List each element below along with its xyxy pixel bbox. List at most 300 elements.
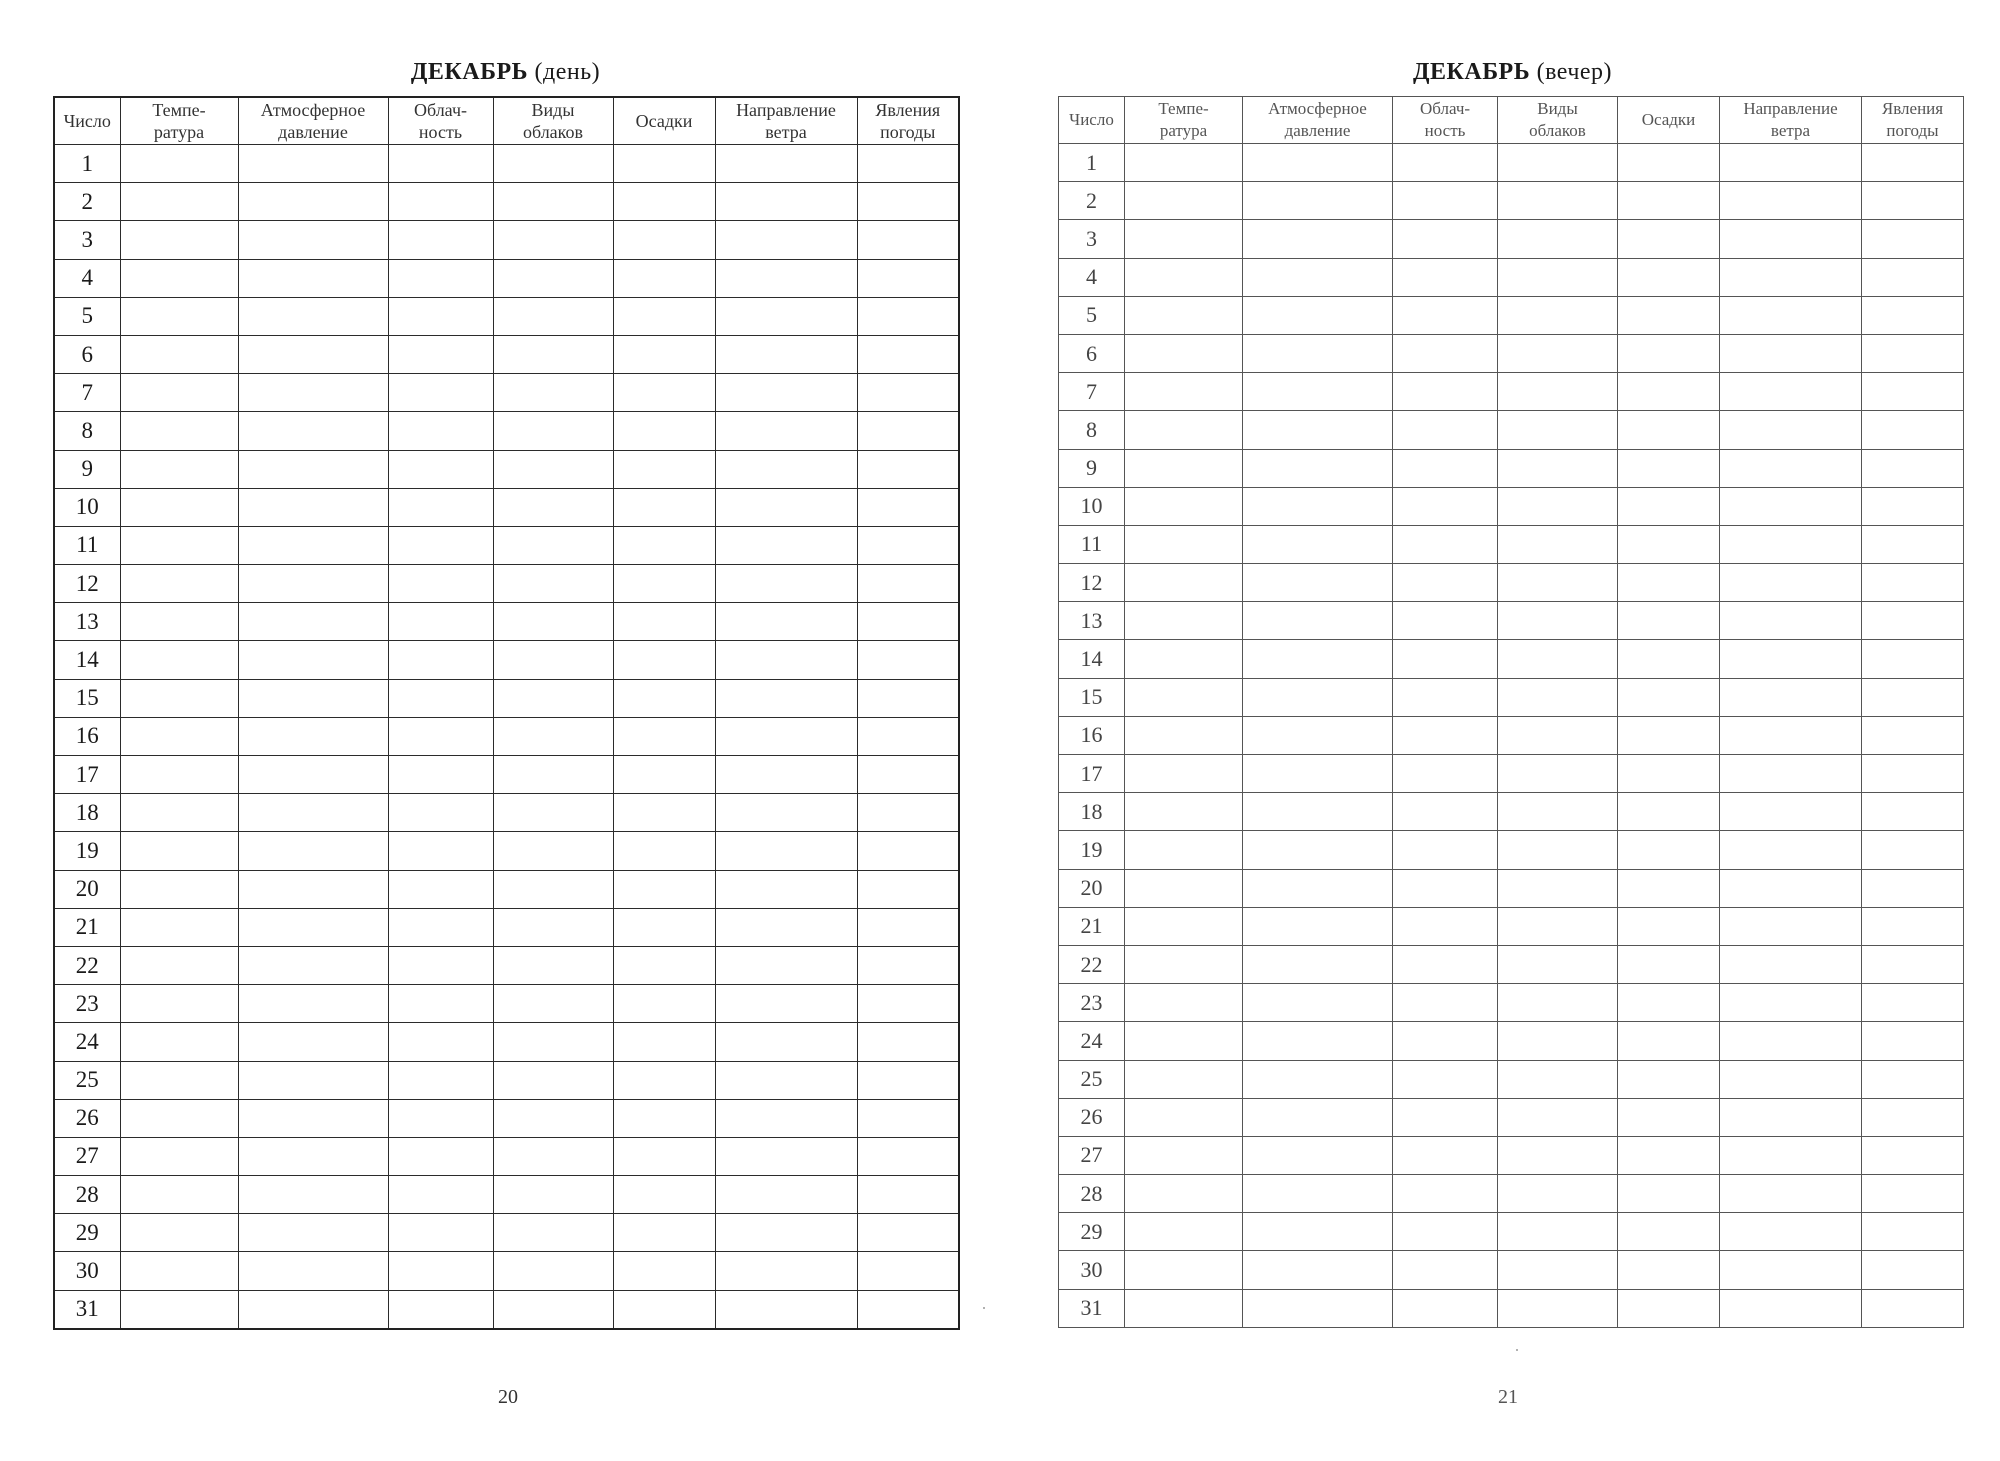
- entry-cell[interactable]: [857, 412, 959, 450]
- entry-cell[interactable]: [120, 374, 238, 412]
- entry-cell[interactable]: [1125, 984, 1243, 1022]
- entry-cell[interactable]: [857, 1176, 959, 1214]
- entry-cell[interactable]: [1720, 411, 1862, 449]
- entry-cell[interactable]: [493, 1290, 613, 1329]
- entry-cell[interactable]: [1618, 602, 1720, 640]
- entry-cell[interactable]: [857, 374, 959, 412]
- entry-cell[interactable]: [1618, 220, 1720, 258]
- entry-cell[interactable]: [1243, 182, 1393, 220]
- entry-cell[interactable]: [388, 183, 493, 221]
- entry-cell[interactable]: [857, 1061, 959, 1099]
- entry-cell[interactable]: [388, 870, 493, 908]
- entry-cell[interactable]: [613, 832, 715, 870]
- entry-cell[interactable]: [238, 1214, 388, 1252]
- entry-cell[interactable]: [1125, 945, 1243, 983]
- entry-cell[interactable]: [120, 450, 238, 488]
- entry-cell[interactable]: [1720, 564, 1862, 602]
- entry-cell[interactable]: [238, 1252, 388, 1290]
- entry-cell[interactable]: [1720, 334, 1862, 372]
- entry-cell[interactable]: [493, 603, 613, 641]
- entry-cell[interactable]: [1498, 525, 1618, 563]
- entry-cell[interactable]: [120, 832, 238, 870]
- entry-cell[interactable]: [1498, 716, 1618, 754]
- entry-cell[interactable]: [238, 908, 388, 946]
- entry-cell[interactable]: [715, 297, 857, 335]
- entry-cell[interactable]: [1243, 144, 1393, 182]
- entry-cell[interactable]: [1498, 1098, 1618, 1136]
- entry-cell[interactable]: [1125, 907, 1243, 945]
- entry-cell[interactable]: [120, 259, 238, 297]
- entry-cell[interactable]: [1498, 869, 1618, 907]
- entry-cell[interactable]: [857, 335, 959, 373]
- entry-cell[interactable]: [1243, 1098, 1393, 1136]
- entry-cell[interactable]: [120, 412, 238, 450]
- entry-cell[interactable]: [1618, 831, 1720, 869]
- entry-cell[interactable]: [120, 870, 238, 908]
- entry-cell[interactable]: [1618, 869, 1720, 907]
- entry-cell[interactable]: [1125, 487, 1243, 525]
- entry-cell[interactable]: [493, 1023, 613, 1061]
- entry-cell[interactable]: [613, 717, 715, 755]
- entry-cell[interactable]: [1393, 258, 1498, 296]
- entry-cell[interactable]: [1618, 411, 1720, 449]
- entry-cell[interactable]: [1862, 869, 1964, 907]
- entry-cell[interactable]: [388, 946, 493, 984]
- entry-cell[interactable]: [1393, 1098, 1498, 1136]
- entry-cell[interactable]: [613, 221, 715, 259]
- entry-cell[interactable]: [1125, 1175, 1243, 1213]
- entry-cell[interactable]: [613, 1061, 715, 1099]
- entry-cell[interactable]: [1720, 1213, 1862, 1251]
- entry-cell[interactable]: [493, 526, 613, 564]
- entry-cell[interactable]: [1720, 716, 1862, 754]
- entry-cell[interactable]: [1393, 220, 1498, 258]
- entry-cell[interactable]: [1720, 1289, 1862, 1327]
- entry-cell[interactable]: [857, 870, 959, 908]
- entry-cell[interactable]: [388, 1137, 493, 1175]
- entry-cell[interactable]: [857, 717, 959, 755]
- entry-cell[interactable]: [1243, 258, 1393, 296]
- entry-cell[interactable]: [613, 603, 715, 641]
- entry-cell[interactable]: [1243, 1022, 1393, 1060]
- entry-cell[interactable]: [1125, 1098, 1243, 1136]
- entry-cell[interactable]: [613, 1023, 715, 1061]
- entry-cell[interactable]: [388, 1290, 493, 1329]
- entry-cell[interactable]: [1243, 945, 1393, 983]
- entry-cell[interactable]: [1720, 449, 1862, 487]
- entry-cell[interactable]: [1618, 678, 1720, 716]
- entry-cell[interactable]: [613, 794, 715, 832]
- entry-cell[interactable]: [857, 1214, 959, 1252]
- entry-cell[interactable]: [1618, 296, 1720, 334]
- entry-cell[interactable]: [1125, 602, 1243, 640]
- entry-cell[interactable]: [1720, 1251, 1862, 1289]
- entry-cell[interactable]: [1720, 1136, 1862, 1174]
- entry-cell[interactable]: [715, 565, 857, 603]
- entry-cell[interactable]: [1393, 907, 1498, 945]
- entry-cell[interactable]: [1125, 831, 1243, 869]
- entry-cell[interactable]: [1243, 564, 1393, 602]
- entry-cell[interactable]: [613, 1099, 715, 1137]
- entry-cell[interactable]: [1243, 869, 1393, 907]
- entry-cell[interactable]: [857, 985, 959, 1023]
- entry-cell[interactable]: [1243, 449, 1393, 487]
- entry-cell[interactable]: [857, 679, 959, 717]
- entry-cell[interactable]: [1125, 640, 1243, 678]
- entry-cell[interactable]: [1618, 1213, 1720, 1251]
- entry-cell[interactable]: [857, 297, 959, 335]
- entry-cell[interactable]: [120, 1137, 238, 1175]
- entry-cell[interactable]: [1862, 640, 1964, 678]
- entry-cell[interactable]: [613, 985, 715, 1023]
- entry-cell[interactable]: [1862, 678, 1964, 716]
- entry-cell[interactable]: [715, 374, 857, 412]
- entry-cell[interactable]: [1720, 1175, 1862, 1213]
- entry-cell[interactable]: [1393, 449, 1498, 487]
- entry-cell[interactable]: [1618, 907, 1720, 945]
- entry-cell[interactable]: [120, 717, 238, 755]
- entry-cell[interactable]: [1125, 449, 1243, 487]
- entry-cell[interactable]: [1393, 1060, 1498, 1098]
- entry-cell[interactable]: [715, 221, 857, 259]
- entry-cell[interactable]: [1720, 1060, 1862, 1098]
- entry-cell[interactable]: [493, 145, 613, 183]
- entry-cell[interactable]: [613, 908, 715, 946]
- entry-cell[interactable]: [120, 603, 238, 641]
- entry-cell[interactable]: [120, 794, 238, 832]
- entry-cell[interactable]: [1862, 1022, 1964, 1060]
- entry-cell[interactable]: [613, 1214, 715, 1252]
- entry-cell[interactable]: [1720, 525, 1862, 563]
- entry-cell[interactable]: [1243, 1289, 1393, 1327]
- entry-cell[interactable]: [1243, 1213, 1393, 1251]
- entry-cell[interactable]: [715, 488, 857, 526]
- entry-cell[interactable]: [1862, 1251, 1964, 1289]
- entry-cell[interactable]: [1243, 1175, 1393, 1213]
- entry-cell[interactable]: [238, 756, 388, 794]
- entry-cell[interactable]: [1243, 1060, 1393, 1098]
- entry-cell[interactable]: [715, 1137, 857, 1175]
- entry-cell[interactable]: [613, 374, 715, 412]
- entry-cell[interactable]: [715, 1176, 857, 1214]
- entry-cell[interactable]: [1862, 182, 1964, 220]
- entry-cell[interactable]: [857, 565, 959, 603]
- entry-cell[interactable]: [1862, 258, 1964, 296]
- entry-cell[interactable]: [1393, 182, 1498, 220]
- entry-cell[interactable]: [1862, 1213, 1964, 1251]
- entry-cell[interactable]: [1498, 1060, 1618, 1098]
- entry-cell[interactable]: [1498, 564, 1618, 602]
- entry-cell[interactable]: [715, 946, 857, 984]
- entry-cell[interactable]: [613, 1137, 715, 1175]
- entry-cell[interactable]: [1393, 716, 1498, 754]
- entry-cell[interactable]: [120, 1023, 238, 1061]
- entry-cell[interactable]: [238, 603, 388, 641]
- entry-cell[interactable]: [1618, 716, 1720, 754]
- entry-cell[interactable]: [1498, 258, 1618, 296]
- entry-cell[interactable]: [238, 259, 388, 297]
- entry-cell[interactable]: [388, 985, 493, 1023]
- entry-cell[interactable]: [238, 717, 388, 755]
- entry-cell[interactable]: [1243, 755, 1393, 793]
- entry-cell[interactable]: [1125, 716, 1243, 754]
- entry-cell[interactable]: [493, 183, 613, 221]
- entry-cell[interactable]: [1618, 334, 1720, 372]
- entry-cell[interactable]: [493, 641, 613, 679]
- entry-cell[interactable]: [1618, 1136, 1720, 1174]
- entry-cell[interactable]: [388, 259, 493, 297]
- entry-cell[interactable]: [1720, 831, 1862, 869]
- entry-cell[interactable]: [493, 335, 613, 373]
- entry-cell[interactable]: [613, 335, 715, 373]
- entry-cell[interactable]: [715, 603, 857, 641]
- entry-cell[interactable]: [1618, 1175, 1720, 1213]
- entry-cell[interactable]: [1243, 716, 1393, 754]
- entry-cell[interactable]: [1498, 220, 1618, 258]
- entry-cell[interactable]: [1862, 831, 1964, 869]
- entry-cell[interactable]: [493, 221, 613, 259]
- entry-cell[interactable]: [1498, 411, 1618, 449]
- entry-cell[interactable]: [613, 259, 715, 297]
- entry-cell[interactable]: [1862, 373, 1964, 411]
- entry-cell[interactable]: [493, 297, 613, 335]
- entry-cell[interactable]: [238, 1290, 388, 1329]
- entry-cell[interactable]: [715, 832, 857, 870]
- entry-cell[interactable]: [857, 603, 959, 641]
- entry-cell[interactable]: [1125, 755, 1243, 793]
- entry-cell[interactable]: [1862, 984, 1964, 1022]
- entry-cell[interactable]: [1498, 1022, 1618, 1060]
- entry-cell[interactable]: [120, 565, 238, 603]
- entry-cell[interactable]: [238, 1061, 388, 1099]
- entry-cell[interactable]: [388, 1176, 493, 1214]
- entry-cell[interactable]: [388, 145, 493, 183]
- entry-cell[interactable]: [388, 908, 493, 946]
- entry-cell[interactable]: [1125, 334, 1243, 372]
- entry-cell[interactable]: [1720, 144, 1862, 182]
- entry-cell[interactable]: [1498, 1251, 1618, 1289]
- entry-cell[interactable]: [1862, 1098, 1964, 1136]
- entry-cell[interactable]: [493, 1061, 613, 1099]
- entry-cell[interactable]: [238, 946, 388, 984]
- entry-cell[interactable]: [493, 756, 613, 794]
- entry-cell[interactable]: [1862, 755, 1964, 793]
- entry-cell[interactable]: [715, 717, 857, 755]
- entry-cell[interactable]: [613, 756, 715, 794]
- entry-cell[interactable]: [715, 1023, 857, 1061]
- entry-cell[interactable]: [238, 412, 388, 450]
- entry-cell[interactable]: [388, 565, 493, 603]
- entry-cell[interactable]: [857, 450, 959, 488]
- entry-cell[interactable]: [238, 297, 388, 335]
- entry-cell[interactable]: [1393, 984, 1498, 1022]
- entry-cell[interactable]: [238, 374, 388, 412]
- entry-cell[interactable]: [857, 221, 959, 259]
- entry-cell[interactable]: [238, 794, 388, 832]
- entry-cell[interactable]: [857, 832, 959, 870]
- entry-cell[interactable]: [715, 412, 857, 450]
- entry-cell[interactable]: [1125, 678, 1243, 716]
- entry-cell[interactable]: [1618, 640, 1720, 678]
- entry-cell[interactable]: [1618, 373, 1720, 411]
- entry-cell[interactable]: [1125, 793, 1243, 831]
- entry-cell[interactable]: [715, 183, 857, 221]
- entry-cell[interactable]: [1125, 144, 1243, 182]
- entry-cell[interactable]: [1393, 1251, 1498, 1289]
- entry-cell[interactable]: [613, 183, 715, 221]
- entry-cell[interactable]: [120, 221, 238, 259]
- entry-cell[interactable]: [493, 870, 613, 908]
- entry-cell[interactable]: [715, 641, 857, 679]
- entry-cell[interactable]: [1720, 907, 1862, 945]
- entry-cell[interactable]: [1720, 602, 1862, 640]
- entry-cell[interactable]: [1720, 793, 1862, 831]
- entry-cell[interactable]: [1862, 1175, 1964, 1213]
- entry-cell[interactable]: [238, 335, 388, 373]
- entry-cell[interactable]: [1243, 640, 1393, 678]
- entry-cell[interactable]: [1862, 411, 1964, 449]
- entry-cell[interactable]: [1720, 755, 1862, 793]
- entry-cell[interactable]: [388, 1214, 493, 1252]
- entry-cell[interactable]: [1618, 793, 1720, 831]
- entry-cell[interactable]: [1393, 411, 1498, 449]
- entry-cell[interactable]: [1498, 640, 1618, 678]
- entry-cell[interactable]: [120, 946, 238, 984]
- entry-cell[interactable]: [857, 794, 959, 832]
- entry-cell[interactable]: [1393, 640, 1498, 678]
- entry-cell[interactable]: [613, 1252, 715, 1290]
- entry-cell[interactable]: [1618, 1251, 1720, 1289]
- entry-cell[interactable]: [857, 526, 959, 564]
- entry-cell[interactable]: [1862, 144, 1964, 182]
- entry-cell[interactable]: [1498, 831, 1618, 869]
- entry-cell[interactable]: [1618, 258, 1720, 296]
- entry-cell[interactable]: [493, 832, 613, 870]
- entry-cell[interactable]: [857, 183, 959, 221]
- entry-cell[interactable]: [1498, 296, 1618, 334]
- entry-cell[interactable]: [493, 1099, 613, 1137]
- entry-cell[interactable]: [1862, 793, 1964, 831]
- entry-cell[interactable]: [120, 1252, 238, 1290]
- entry-cell[interactable]: [1618, 144, 1720, 182]
- entry-cell[interactable]: [388, 717, 493, 755]
- entry-cell[interactable]: [493, 946, 613, 984]
- entry-cell[interactable]: [613, 526, 715, 564]
- entry-cell[interactable]: [238, 870, 388, 908]
- entry-cell[interactable]: [120, 985, 238, 1023]
- entry-cell[interactable]: [1720, 487, 1862, 525]
- entry-cell[interactable]: [1862, 1060, 1964, 1098]
- entry-cell[interactable]: [1862, 602, 1964, 640]
- entry-cell[interactable]: [493, 717, 613, 755]
- entry-cell[interactable]: [493, 412, 613, 450]
- entry-cell[interactable]: [1393, 1213, 1498, 1251]
- entry-cell[interactable]: [1862, 716, 1964, 754]
- entry-cell[interactable]: [238, 565, 388, 603]
- entry-cell[interactable]: [120, 526, 238, 564]
- entry-cell[interactable]: [120, 756, 238, 794]
- entry-cell[interactable]: [715, 1061, 857, 1099]
- entry-cell[interactable]: [1125, 373, 1243, 411]
- entry-cell[interactable]: [1243, 296, 1393, 334]
- entry-cell[interactable]: [1862, 296, 1964, 334]
- entry-cell[interactable]: [715, 756, 857, 794]
- entry-cell[interactable]: [857, 259, 959, 297]
- entry-cell[interactable]: [1393, 1289, 1498, 1327]
- entry-cell[interactable]: [1862, 334, 1964, 372]
- entry-cell[interactable]: [1243, 220, 1393, 258]
- entry-cell[interactable]: [1862, 449, 1964, 487]
- entry-cell[interactable]: [715, 985, 857, 1023]
- entry-cell[interactable]: [1243, 1251, 1393, 1289]
- entry-cell[interactable]: [1125, 411, 1243, 449]
- entry-cell[interactable]: [120, 145, 238, 183]
- entry-cell[interactable]: [1498, 1175, 1618, 1213]
- entry-cell[interactable]: [1862, 1136, 1964, 1174]
- entry-cell[interactable]: [1498, 334, 1618, 372]
- entry-cell[interactable]: [613, 679, 715, 717]
- entry-cell[interactable]: [120, 488, 238, 526]
- entry-cell[interactable]: [120, 1214, 238, 1252]
- entry-cell[interactable]: [1862, 945, 1964, 983]
- entry-cell[interactable]: [857, 908, 959, 946]
- entry-cell[interactable]: [1498, 1136, 1618, 1174]
- entry-cell[interactable]: [493, 488, 613, 526]
- entry-cell[interactable]: [613, 450, 715, 488]
- entry-cell[interactable]: [1720, 984, 1862, 1022]
- entry-cell[interactable]: [1243, 678, 1393, 716]
- entry-cell[interactable]: [1243, 411, 1393, 449]
- entry-cell[interactable]: [1393, 945, 1498, 983]
- entry-cell[interactable]: [388, 603, 493, 641]
- entry-cell[interactable]: [1498, 1213, 1618, 1251]
- entry-cell[interactable]: [1618, 525, 1720, 563]
- entry-cell[interactable]: [613, 946, 715, 984]
- entry-cell[interactable]: [388, 832, 493, 870]
- entry-cell[interactable]: [1720, 1022, 1862, 1060]
- entry-cell[interactable]: [1498, 373, 1618, 411]
- entry-cell[interactable]: [1243, 373, 1393, 411]
- entry-cell[interactable]: [1125, 182, 1243, 220]
- entry-cell[interactable]: [857, 1099, 959, 1137]
- entry-cell[interactable]: [1393, 1022, 1498, 1060]
- entry-cell[interactable]: [1393, 564, 1498, 602]
- entry-cell[interactable]: [1498, 487, 1618, 525]
- entry-cell[interactable]: [493, 1176, 613, 1214]
- entry-cell[interactable]: [238, 679, 388, 717]
- entry-cell[interactable]: [120, 1176, 238, 1214]
- entry-cell[interactable]: [857, 1023, 959, 1061]
- entry-cell[interactable]: [1393, 296, 1498, 334]
- entry-cell[interactable]: [1498, 449, 1618, 487]
- entry-cell[interactable]: [613, 1176, 715, 1214]
- entry-cell[interactable]: [1125, 1289, 1243, 1327]
- entry-cell[interactable]: [238, 526, 388, 564]
- entry-cell[interactable]: [1618, 449, 1720, 487]
- entry-cell[interactable]: [238, 1023, 388, 1061]
- entry-cell[interactable]: [1862, 525, 1964, 563]
- entry-cell[interactable]: [493, 985, 613, 1023]
- entry-cell[interactable]: [1720, 640, 1862, 678]
- entry-cell[interactable]: [1618, 984, 1720, 1022]
- entry-cell[interactable]: [1498, 1289, 1618, 1327]
- entry-cell[interactable]: [120, 641, 238, 679]
- entry-cell[interactable]: [857, 756, 959, 794]
- entry-cell[interactable]: [493, 679, 613, 717]
- entry-cell[interactable]: [238, 145, 388, 183]
- entry-cell[interactable]: [1125, 258, 1243, 296]
- entry-cell[interactable]: [1862, 220, 1964, 258]
